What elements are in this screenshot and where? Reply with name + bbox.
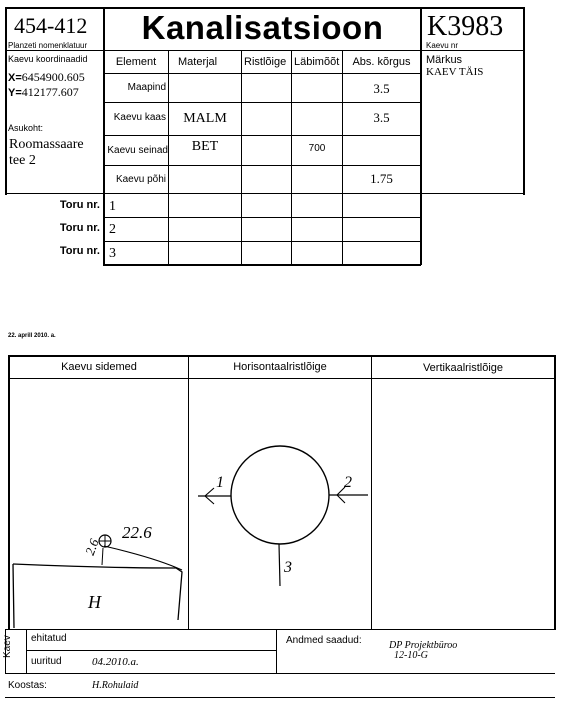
- col-header-ristloige: Ristlõige: [244, 56, 287, 68]
- row-element-pohi: Kaevu põhi: [115, 174, 166, 185]
- coord-y-label: Y=: [8, 87, 22, 99]
- sketch-note-2: 2: [344, 474, 352, 491]
- sheet-caption: Planzeti nomenklatuur: [8, 41, 88, 50]
- cell-labimoot-seinad: 700: [308, 143, 326, 154]
- col-header-korgus: Abs. kõrgus: [352, 56, 411, 68]
- col-header-materjal: Materjal: [178, 56, 218, 68]
- row-element-maapind: Maapind: [127, 82, 166, 93]
- col-header-labimoot: Läbimõõt: [294, 56, 340, 68]
- sketch-note-1: 1: [216, 474, 224, 491]
- row-element-kaas: Kaevu kaas: [113, 112, 166, 123]
- pipe-number-1: 1: [109, 199, 116, 214]
- cell-materjal-seinad: BET: [191, 139, 219, 154]
- sketch-building-left-edge: [13, 564, 14, 628]
- coord-x-value: 6454900.605: [21, 70, 85, 84]
- cell-materjal-kaas: MALM: [183, 111, 227, 126]
- sketch-tie-line: [104, 546, 182, 570]
- address-label: Asukoht:: [8, 123, 44, 133]
- footer-data-source-line2: 12-10-G: [394, 650, 428, 661]
- sketch-note-H: H: [88, 592, 101, 612]
- sketch-note-3: 3: [284, 559, 292, 576]
- sketch-col-title-horisontaal: Horisontaalristlõige: [233, 361, 327, 373]
- sheet-number: 454-412: [14, 13, 88, 38]
- well-id-caption: Kaevu nr: [426, 41, 459, 50]
- footer-built-label: ehitatud: [31, 633, 67, 644]
- pipe-label-2: Toru nr.: [59, 222, 100, 234]
- sketch-manhole-circle: [231, 446, 329, 544]
- pipe-number-2: 2: [109, 222, 116, 237]
- cell-korgus-kaas: 3.5: [373, 110, 390, 125]
- row-element-seinad: Kaevu seinad: [107, 145, 168, 156]
- address-line2: tee 2: [9, 153, 36, 168]
- pipe-label-3: Toru nr.: [59, 245, 100, 257]
- sketch-note-22-6: 22.6: [122, 523, 152, 542]
- address-line1: Roomassaare: [9, 137, 84, 152]
- sketch-note-2-6: 2.6: [82, 536, 102, 558]
- footer-data-source-line1: DP Projektbüroo: [389, 640, 458, 651]
- footer-compiled-label: Koostas:: [8, 680, 47, 691]
- sketch-tie-short: [102, 548, 103, 565]
- pipe-label-1: Toru nr.: [59, 199, 100, 211]
- footer-data-label: Andmed saadud:: [286, 635, 362, 646]
- sketch-pipe-3-line: [279, 544, 280, 586]
- pipe-number-3: 3: [109, 246, 116, 261]
- coord-x-label: X=: [8, 72, 22, 84]
- page-title: Kanalisatsioon: [141, 9, 384, 46]
- well-id: K3983: [427, 11, 504, 42]
- footer-surveyed-label: uuritud: [31, 656, 62, 667]
- coords-label: Kaevu koordinaadid: [8, 54, 88, 64]
- sketch-col-title-vertikaal: Vertikaalristlõige: [422, 362, 504, 374]
- sketch-col-title-sidemed: Kaevu sidemed: [61, 361, 137, 373]
- remarks-label: Märkus: [426, 54, 463, 66]
- footer-surveyed-value: 04.2010.a.: [92, 656, 139, 668]
- footer-compiled-value: H.Rohulaid: [92, 680, 139, 691]
- remarks-text: KAEV TÄIS: [426, 66, 484, 78]
- cell-korgus-maapind: 3.5: [373, 81, 390, 96]
- date-note: 22. aprill 2010. a.: [8, 333, 56, 339]
- footer-side-label: Kaev: [2, 635, 13, 658]
- col-header-element: Element: [115, 56, 157, 68]
- coord-y-value: 412177.607: [21, 85, 79, 99]
- cell-korgus-pohi: 1.75: [370, 171, 393, 186]
